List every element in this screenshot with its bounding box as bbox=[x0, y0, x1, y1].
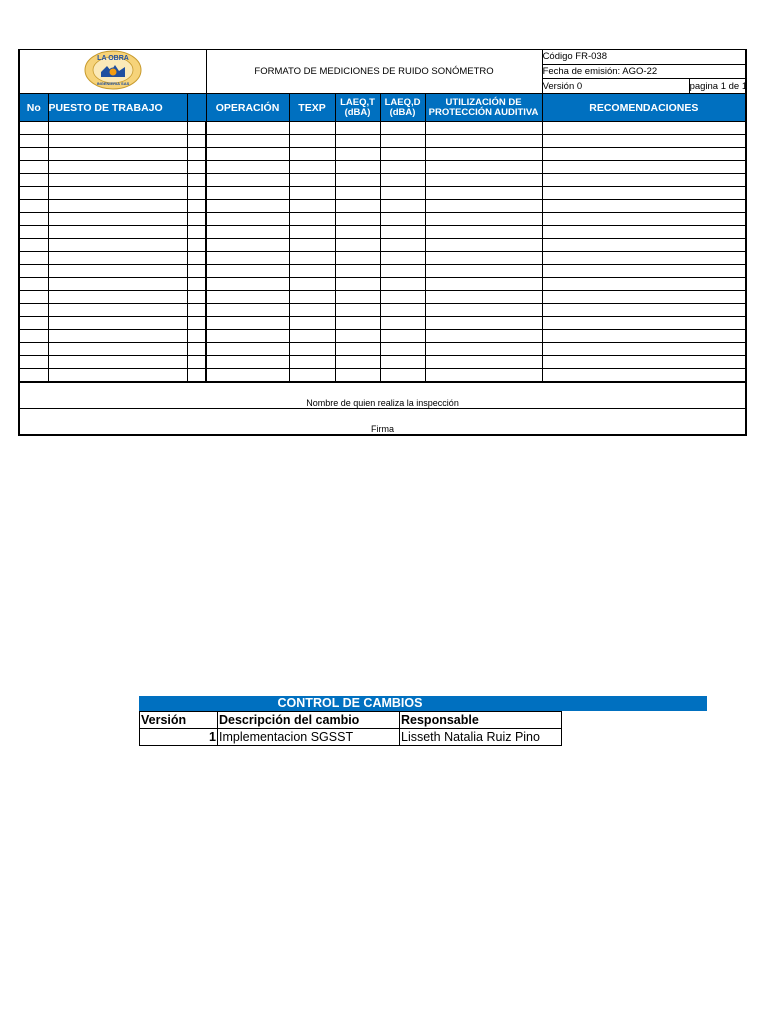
table-row bbox=[19, 317, 746, 330]
cell-protection[interactable] bbox=[425, 239, 542, 252]
change-control-title-bar bbox=[139, 696, 707, 711]
cell-spacer[interactable] bbox=[187, 265, 206, 278]
cell-laeqt[interactable] bbox=[335, 343, 380, 356]
cell-job[interactable] bbox=[48, 122, 187, 135]
company-logo-cell bbox=[19, 50, 206, 94]
cell-laeqd[interactable] bbox=[380, 343, 425, 356]
cell-laeqd[interactable] bbox=[380, 148, 425, 161]
cell-texp[interactable] bbox=[289, 174, 335, 187]
cell-operation[interactable] bbox=[206, 330, 289, 343]
cell-no[interactable] bbox=[19, 200, 48, 213]
change-header-responsible: Responsable bbox=[400, 712, 562, 729]
change-control bbox=[139, 696, 707, 746]
cell-laeqt[interactable] bbox=[335, 369, 380, 383]
cell-no[interactable] bbox=[19, 252, 48, 265]
cell-texp[interactable] bbox=[289, 252, 335, 265]
cell-laeqd[interactable] bbox=[380, 187, 425, 200]
cell-laeqt[interactable] bbox=[335, 239, 380, 252]
cell-recommendations[interactable] bbox=[542, 330, 746, 343]
cell-spacer[interactable] bbox=[187, 200, 206, 213]
table-row bbox=[19, 174, 746, 187]
cell-job[interactable] bbox=[48, 239, 187, 252]
cell-spacer[interactable] bbox=[187, 252, 206, 265]
cell-texp[interactable] bbox=[289, 343, 335, 356]
cell-protection[interactable] bbox=[425, 200, 542, 213]
cell-protection[interactable] bbox=[425, 213, 542, 226]
cell-recommendations[interactable] bbox=[542, 369, 746, 383]
cell-protection[interactable] bbox=[425, 161, 542, 174]
cell-recommendations[interactable] bbox=[542, 200, 746, 213]
cell-texp[interactable] bbox=[289, 187, 335, 200]
cell-spacer[interactable] bbox=[187, 330, 206, 343]
col-spacer bbox=[187, 94, 206, 122]
cell-laeqt[interactable] bbox=[335, 304, 380, 317]
signature-field[interactable]: Firma bbox=[19, 409, 746, 436]
col-operation: OPERACIÓN bbox=[206, 94, 289, 122]
cell-job[interactable] bbox=[48, 356, 187, 369]
cell-no[interactable] bbox=[19, 122, 48, 135]
cell-laeqt[interactable] bbox=[335, 278, 380, 291]
cell-laeqt[interactable] bbox=[335, 317, 380, 330]
cell-recommendations[interactable] bbox=[542, 148, 746, 161]
cell-recommendations[interactable] bbox=[542, 356, 746, 369]
cell-operation[interactable] bbox=[206, 122, 289, 135]
table-row bbox=[19, 161, 746, 174]
cell-laeqd[interactable] bbox=[380, 278, 425, 291]
cell-laeqd[interactable] bbox=[380, 174, 425, 187]
cell-laeqd[interactable] bbox=[380, 369, 425, 383]
cell-protection[interactable] bbox=[425, 252, 542, 265]
cell-operation[interactable] bbox=[206, 369, 289, 383]
cell-operation[interactable] bbox=[206, 265, 289, 278]
table-row bbox=[19, 330, 746, 343]
table-row bbox=[19, 213, 746, 226]
cell-laeqd[interactable] bbox=[380, 239, 425, 252]
cell-protection[interactable] bbox=[425, 343, 542, 356]
table-row bbox=[19, 252, 746, 265]
cell-recommendations[interactable] bbox=[542, 252, 746, 265]
table-row bbox=[19, 239, 746, 252]
cell-spacer[interactable] bbox=[187, 239, 206, 252]
cell-texp[interactable] bbox=[289, 148, 335, 161]
cell-laeqd[interactable] bbox=[380, 252, 425, 265]
cell-protection[interactable] bbox=[425, 187, 542, 200]
cell-operation[interactable] bbox=[206, 174, 289, 187]
col-protection-label: UTILIZACIÓN DE PROTECCIÓN AUDITIVA bbox=[428, 96, 539, 118]
form-page: pagina 1 de 1 bbox=[689, 80, 748, 92]
cell-operation[interactable] bbox=[206, 356, 289, 369]
cell-operation[interactable] bbox=[206, 161, 289, 174]
col-protection bbox=[425, 94, 542, 122]
col-laeqt: LAEQ,T (dBA) bbox=[335, 94, 380, 122]
cell-operation[interactable] bbox=[206, 343, 289, 356]
cell-protection[interactable] bbox=[425, 174, 542, 187]
cell-laeqt[interactable] bbox=[335, 330, 380, 343]
cell-job[interactable] bbox=[48, 330, 187, 343]
measurement-form bbox=[18, 49, 748, 436]
cell-laeqt[interactable] bbox=[335, 200, 380, 213]
form-table bbox=[18, 49, 747, 436]
form-version: Versión 0 bbox=[542, 79, 689, 94]
change-header-version: Versión bbox=[140, 712, 218, 729]
cell-laeqd[interactable] bbox=[380, 330, 425, 343]
cell-laeqd[interactable] bbox=[380, 213, 425, 226]
cell-protection[interactable] bbox=[425, 226, 542, 239]
table-row bbox=[19, 278, 746, 291]
cell-no[interactable] bbox=[19, 135, 48, 148]
table-row bbox=[19, 122, 746, 135]
cell-no[interactable] bbox=[19, 226, 48, 239]
cell-protection[interactable] bbox=[425, 291, 542, 304]
cell-protection[interactable] bbox=[425, 122, 542, 135]
cell-no[interactable] bbox=[19, 278, 48, 291]
change-control-title: CONTROL DE CAMBIOS bbox=[277, 696, 423, 710]
cell-recommendations[interactable] bbox=[542, 343, 746, 356]
cell-operation[interactable] bbox=[206, 226, 289, 239]
change-header-description: Descripción del cambio bbox=[218, 712, 400, 729]
cell-laeqt[interactable] bbox=[335, 174, 380, 187]
cell-laeqd[interactable] bbox=[380, 265, 425, 278]
cell-spacer[interactable] bbox=[187, 174, 206, 187]
cell-no[interactable] bbox=[19, 161, 48, 174]
cell-no[interactable] bbox=[19, 356, 48, 369]
table-row bbox=[19, 369, 746, 383]
cell-texp[interactable] bbox=[289, 135, 335, 148]
cell-spacer[interactable] bbox=[187, 369, 206, 383]
cell-job[interactable] bbox=[48, 278, 187, 291]
inspector-name-field[interactable]: Nombre de quien realiza la inspección bbox=[19, 382, 746, 409]
cell-spacer[interactable] bbox=[187, 304, 206, 317]
change-control-table bbox=[139, 711, 562, 746]
change-responsible: Lisseth Natalia Ruiz Pino bbox=[400, 729, 562, 746]
cell-laeqt[interactable] bbox=[335, 187, 380, 200]
cell-spacer[interactable] bbox=[187, 187, 206, 200]
cell-laeqt[interactable] bbox=[335, 226, 380, 239]
table-row bbox=[19, 226, 746, 239]
cell-no[interactable] bbox=[19, 343, 48, 356]
cell-protection[interactable] bbox=[425, 330, 542, 343]
cell-texp[interactable] bbox=[289, 239, 335, 252]
cell-spacer[interactable] bbox=[187, 343, 206, 356]
cell-protection[interactable] bbox=[425, 148, 542, 161]
data-rows bbox=[19, 122, 746, 383]
change-version: 1 bbox=[140, 729, 218, 746]
cell-recommendations[interactable] bbox=[542, 122, 746, 135]
cell-laeqt[interactable] bbox=[335, 122, 380, 135]
cell-operation[interactable] bbox=[206, 200, 289, 213]
cell-job[interactable] bbox=[48, 369, 187, 383]
cell-laeqd[interactable] bbox=[380, 291, 425, 304]
cell-recommendations[interactable] bbox=[542, 161, 746, 174]
cell-no[interactable] bbox=[19, 369, 48, 383]
table-row bbox=[19, 135, 746, 148]
cell-recommendations[interactable] bbox=[542, 265, 746, 278]
cell-job[interactable] bbox=[48, 148, 187, 161]
cell-protection[interactable] bbox=[425, 135, 542, 148]
cell-texp[interactable] bbox=[289, 200, 335, 213]
cell-laeqt[interactable] bbox=[335, 135, 380, 148]
cell-protection[interactable] bbox=[425, 356, 542, 369]
cell-recommendations[interactable] bbox=[542, 187, 746, 200]
cell-no[interactable] bbox=[19, 291, 48, 304]
cell-protection[interactable] bbox=[425, 278, 542, 291]
cell-job[interactable] bbox=[48, 187, 187, 200]
cell-job[interactable] bbox=[48, 291, 187, 304]
cell-job[interactable] bbox=[48, 343, 187, 356]
cell-laeqd[interactable] bbox=[380, 200, 425, 213]
cell-operation[interactable] bbox=[206, 252, 289, 265]
cell-recommendations[interactable] bbox=[542, 213, 746, 226]
cell-laeqd[interactable] bbox=[380, 135, 425, 148]
cell-spacer[interactable] bbox=[187, 213, 206, 226]
cell-laeqd[interactable] bbox=[380, 161, 425, 174]
change-description: Implementacion SGSST bbox=[218, 729, 400, 746]
cell-laeqd[interactable] bbox=[380, 304, 425, 317]
cell-job[interactable] bbox=[48, 317, 187, 330]
logo-text: LA OBRA bbox=[96, 55, 129, 62]
form-issue-date: Fecha de emisión: AGO-22 bbox=[542, 64, 746, 79]
cell-recommendations[interactable] bbox=[542, 317, 746, 330]
cell-spacer[interactable] bbox=[187, 317, 206, 330]
table-row bbox=[19, 148, 746, 161]
cell-no[interactable] bbox=[19, 213, 48, 226]
cell-laeqd[interactable] bbox=[380, 356, 425, 369]
cell-spacer[interactable] bbox=[187, 161, 206, 174]
cell-recommendations[interactable] bbox=[542, 226, 746, 239]
cell-texp[interactable] bbox=[289, 291, 335, 304]
cell-laeqd[interactable] bbox=[380, 226, 425, 239]
col-no: No bbox=[19, 94, 48, 122]
cell-job[interactable] bbox=[48, 252, 187, 265]
cell-recommendations[interactable] bbox=[542, 278, 746, 291]
cell-operation[interactable] bbox=[206, 213, 289, 226]
cell-texp[interactable] bbox=[289, 213, 335, 226]
col-laeqd: LAEQ,D (dBA) bbox=[380, 94, 425, 122]
table-row bbox=[19, 265, 746, 278]
logo-subtext: INGENIERIA SAS bbox=[96, 81, 130, 86]
cell-no[interactable] bbox=[19, 148, 48, 161]
cell-operation[interactable] bbox=[206, 278, 289, 291]
cell-texp[interactable] bbox=[289, 278, 335, 291]
cell-laeqt[interactable] bbox=[335, 265, 380, 278]
cell-recommendations[interactable] bbox=[542, 174, 746, 187]
cell-spacer[interactable] bbox=[187, 356, 206, 369]
cell-no[interactable] bbox=[19, 330, 48, 343]
table-row bbox=[19, 343, 746, 356]
cell-texp[interactable] bbox=[289, 161, 335, 174]
cell-job[interactable] bbox=[48, 304, 187, 317]
cell-protection[interactable] bbox=[425, 317, 542, 330]
cell-texp[interactable] bbox=[289, 122, 335, 135]
cell-laeqt[interactable] bbox=[335, 291, 380, 304]
cell-laeqt[interactable] bbox=[335, 161, 380, 174]
cell-protection[interactable] bbox=[425, 265, 542, 278]
col-job: PUESTO DE TRABAJO bbox=[48, 94, 187, 122]
cell-texp[interactable] bbox=[289, 317, 335, 330]
cell-job[interactable] bbox=[48, 135, 187, 148]
cell-protection[interactable] bbox=[425, 304, 542, 317]
cell-spacer[interactable] bbox=[187, 135, 206, 148]
cell-no[interactable] bbox=[19, 174, 48, 187]
cell-operation[interactable] bbox=[206, 291, 289, 304]
cell-spacer[interactable] bbox=[187, 122, 206, 135]
cell-recommendations[interactable] bbox=[542, 135, 746, 148]
cell-recommendations[interactable] bbox=[542, 304, 746, 317]
cell-texp[interactable] bbox=[289, 369, 335, 383]
cell-protection[interactable] bbox=[425, 369, 542, 383]
cell-operation[interactable] bbox=[206, 239, 289, 252]
cell-recommendations[interactable] bbox=[542, 291, 746, 304]
cell-operation[interactable] bbox=[206, 135, 289, 148]
col-recommendations: RECOMENDACIONES bbox=[542, 94, 746, 122]
cell-laeqt[interactable] bbox=[335, 356, 380, 369]
cell-no[interactable] bbox=[19, 317, 48, 330]
cell-spacer[interactable] bbox=[187, 226, 206, 239]
table-row bbox=[19, 304, 746, 317]
cell-no[interactable] bbox=[19, 239, 48, 252]
cell-laeqd[interactable] bbox=[380, 317, 425, 330]
col-texp: TEXP bbox=[289, 94, 335, 122]
table-row bbox=[19, 200, 746, 213]
cell-laeqt[interactable] bbox=[335, 148, 380, 161]
cell-operation[interactable] bbox=[206, 148, 289, 161]
cell-no[interactable] bbox=[19, 265, 48, 278]
cell-job[interactable] bbox=[48, 200, 187, 213]
cell-spacer[interactable] bbox=[187, 278, 206, 291]
cell-no[interactable] bbox=[19, 304, 48, 317]
cell-spacer[interactable] bbox=[187, 291, 206, 304]
cell-laeqd[interactable] bbox=[380, 122, 425, 135]
cell-operation[interactable] bbox=[206, 317, 289, 330]
form-code: Código FR-038 bbox=[542, 50, 746, 65]
cell-texp[interactable] bbox=[289, 226, 335, 239]
cell-no[interactable] bbox=[19, 187, 48, 200]
cell-recommendations[interactable] bbox=[542, 239, 746, 252]
table-row bbox=[19, 291, 746, 304]
column-header-row bbox=[19, 94, 746, 122]
cell-job[interactable] bbox=[48, 174, 187, 187]
cell-job[interactable] bbox=[48, 226, 187, 239]
cell-job[interactable] bbox=[48, 213, 187, 226]
form-title: FORMATO DE MEDICIONES DE RUIDO SONÓMETRO bbox=[206, 50, 542, 94]
table-row bbox=[19, 187, 746, 200]
cell-texp[interactable] bbox=[289, 356, 335, 369]
company-logo bbox=[84, 50, 142, 90]
cell-job[interactable] bbox=[48, 161, 187, 174]
cell-operation[interactable] bbox=[206, 304, 289, 317]
cell-operation[interactable] bbox=[206, 187, 289, 200]
cell-texp[interactable] bbox=[289, 265, 335, 278]
table-row bbox=[19, 356, 746, 369]
cell-laeqt[interactable] bbox=[335, 252, 380, 265]
cell-spacer[interactable] bbox=[187, 148, 206, 161]
cell-texp[interactable] bbox=[289, 304, 335, 317]
cell-laeqt[interactable] bbox=[335, 213, 380, 226]
cell-texp[interactable] bbox=[289, 330, 335, 343]
cell-job[interactable] bbox=[48, 265, 187, 278]
